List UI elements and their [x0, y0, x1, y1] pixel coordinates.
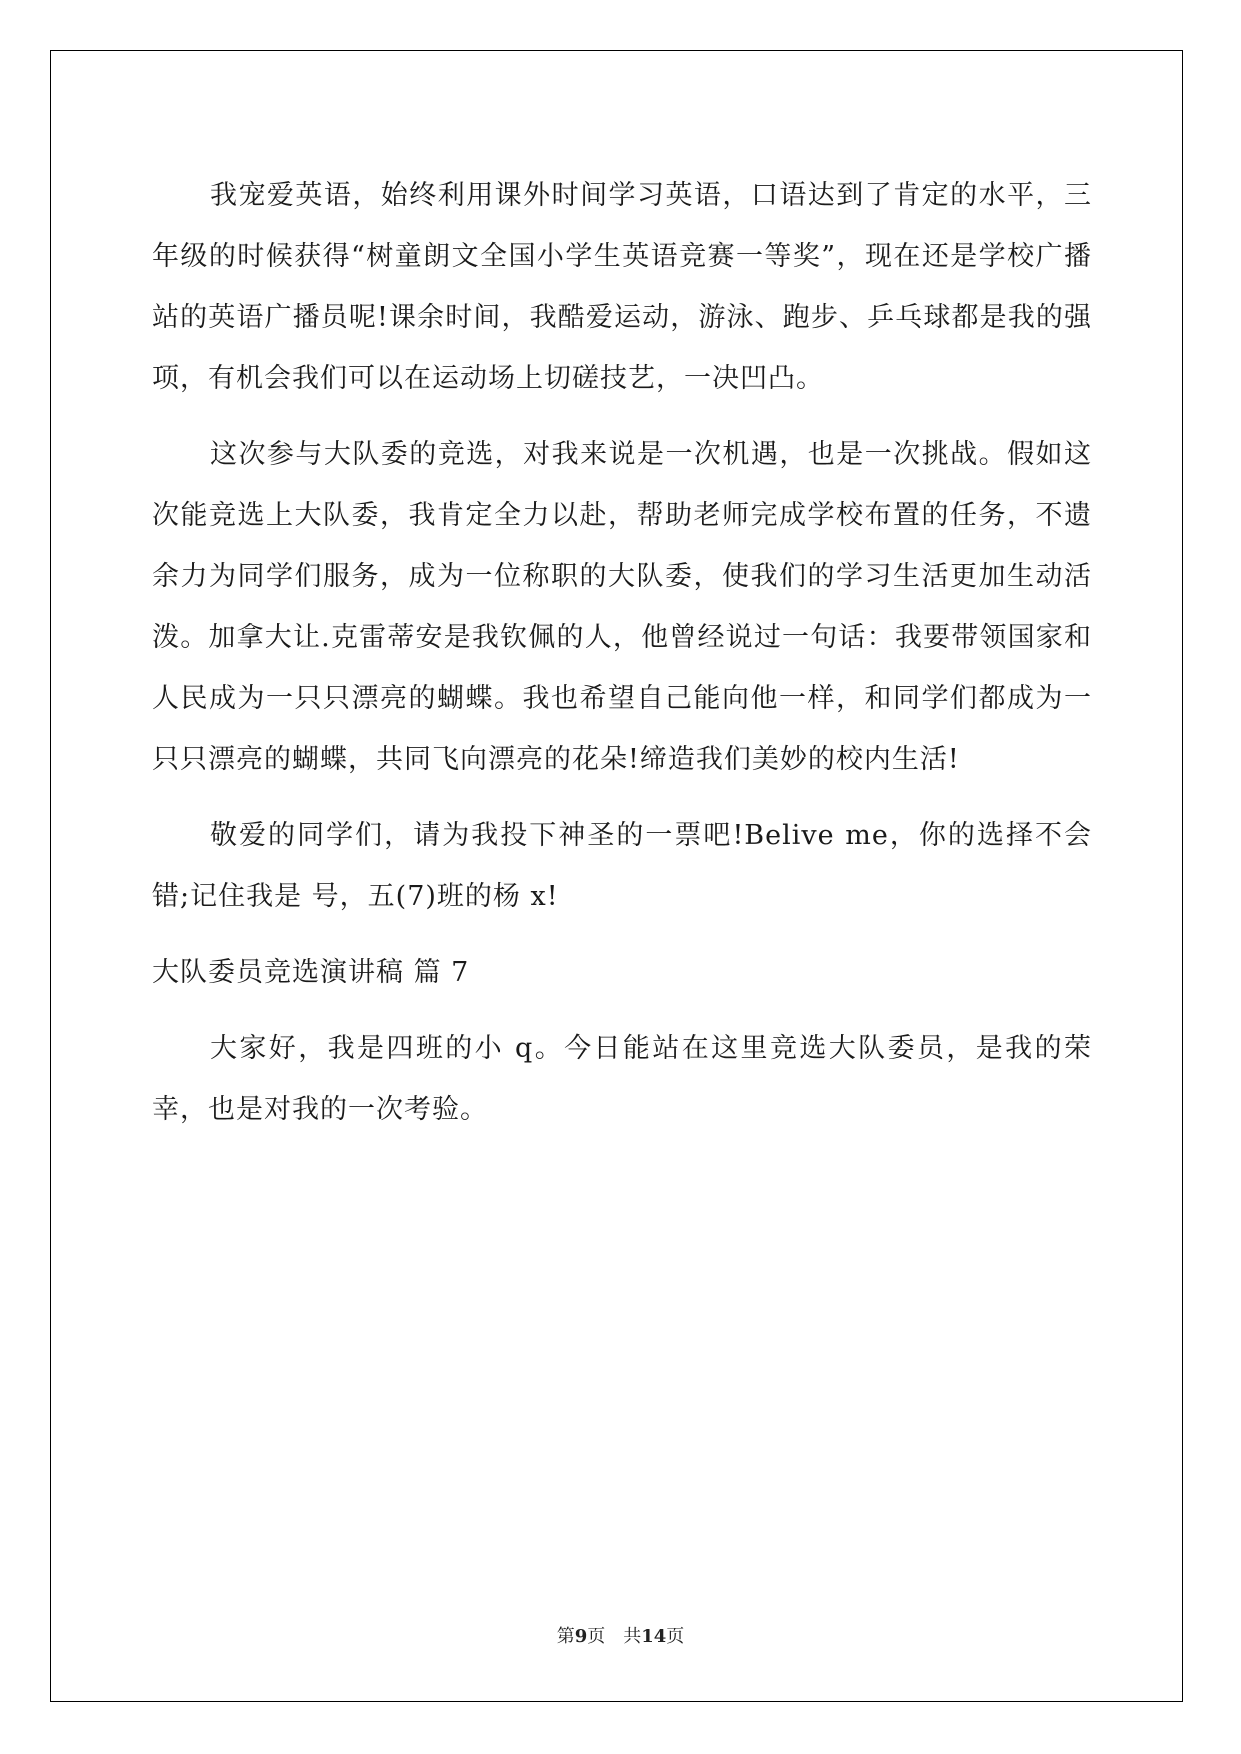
page-current: 9 — [574, 1626, 588, 1647]
document-body — [152, 165, 1092, 1140]
page-mid: 页 共 — [587, 1626, 642, 1647]
page-total: 14 — [641, 1626, 667, 1647]
paragraph-2: 这次参与大队委的竞选，对我来说是一次机遇，也是一次挑战。假如这次能竞选上大队委，我肯定全力以赴，帮助老师完成学校布置的任务，不遗余力为同学们服务，成为一位称职的大队委，使我们的学习生活更加生动活泼。加拿大让.克雷蒂安是我钦佩的人，他曾经说过一句话：我要带领国家和人民成为一只只漂亮的蝴蝶。我也希望自己能向他一样，和同学们都成为一只只漂亮的蝴蝶，共同飞向漂亮的花朵!缔造我们美妙的校内生活! — [152, 439, 1092, 775]
paragraph-4: 大家好，我是四班的小 q。今日能站在这里竞选大队委员，是我的荣幸，也是对我的一次考验。 — [152, 1033, 1092, 1125]
page-footer — [0, 1622, 1241, 1648]
paragraph-3: 敬爱的同学们，请为我投下神圣的一票吧!Belive me，你的选择不会错;记住我是 号，五(7)班的杨 x! — [152, 820, 1092, 912]
section-heading: 大队委员竞选演讲稿 篇 7 — [152, 957, 470, 988]
page-prefix: 第 — [556, 1626, 575, 1647]
page-suffix: 页 — [666, 1626, 685, 1647]
paragraph-1: 我宠爱英语，始终利用课外时间学习英语，口语达到了肯定的水平，三年级的时候获得“树童朗文全国小学生英语竞赛一等奖”，现在还是学校广播站的英语广播员呢!课余时间，我酷爱运动，游泳、跑步、乒乓球都是我的强项，有机会我们可以在运动场上切磋技艺，一决凹凸。 — [152, 180, 1092, 394]
